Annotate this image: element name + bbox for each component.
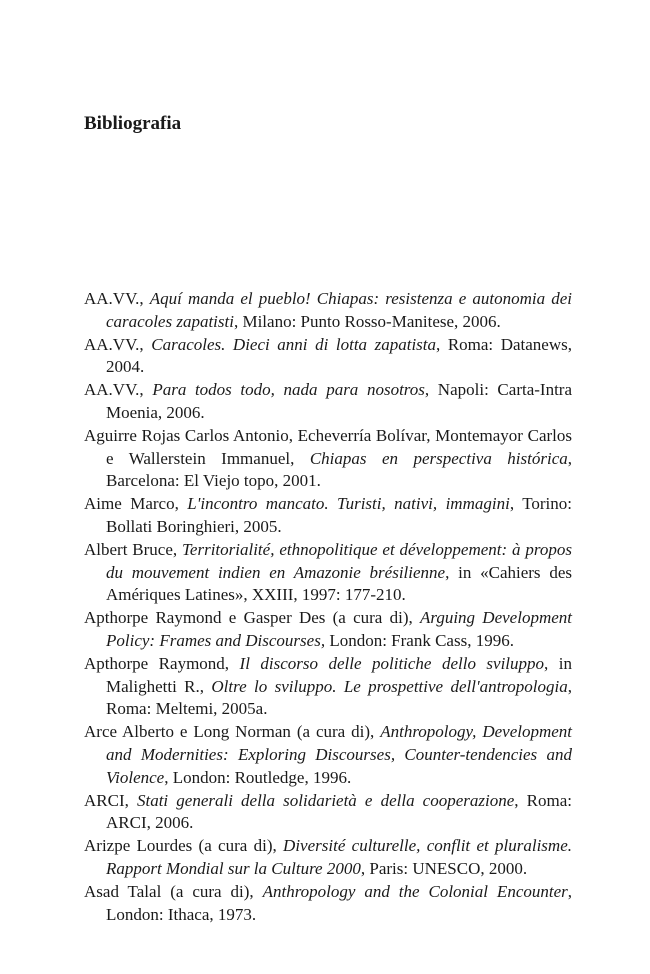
entry-publication: London: Frank Cass, 1996. <box>325 630 514 650</box>
bibliography-entry <box>84 835 572 881</box>
entry-title: Anthropology, Development and Modernities: Exploring Discourses, Counter-tendencies and Violence <box>106 722 573 787</box>
entry-author: Arce Alberto e Long Norman (a cura di), <box>84 722 381 742</box>
entry-author: Apthorpe Raymond, <box>84 653 240 673</box>
entry-title: Stati generali della solidarietà e della cooperazione <box>136 790 515 810</box>
entry-publication: , Roma: Datanews, 2004. <box>106 334 572 377</box>
entry-publication: , in «Cahiers des Amériques Latines», XXIII, 1997: 177-210. <box>106 562 572 605</box>
bibliography-entry <box>84 607 572 653</box>
bibliography-entry <box>84 653 572 721</box>
entry-author: Aime Marco, <box>84 494 188 514</box>
entry-publication: , Paris: UNESCO, 2000. <box>360 858 528 878</box>
bibliography-entry <box>84 881 572 927</box>
entry-title: Aquí manda el pueblo! Chiapas: resistenza e autonomia dei caracoles zapatisti <box>106 289 572 331</box>
entry-publication: , London: Routledge, 1996. <box>164 767 352 787</box>
bibliography-entry <box>84 790 572 836</box>
bibliography-entry <box>84 539 572 607</box>
entry-title: Caracoles. Dieci anni di lotta zapatista <box>151 334 437 354</box>
entry-title: Anthropology and the Colonial Encounter <box>262 881 568 901</box>
entry-author: Albert Bruce, <box>84 539 183 559</box>
entry-author: Asad Talal (a cura di), <box>84 881 263 901</box>
entry-publication: , in Malighetti R., <box>106 653 572 696</box>
entry-author: AA.VV., <box>84 334 152 354</box>
entry-title: Para todos todo, nada para nosotros <box>152 380 425 400</box>
entry-author: ARCI, <box>84 790 137 810</box>
page-title: Bibliografia <box>84 113 182 134</box>
entry-publication: , Barcelona: El Viejo topo, 2001. <box>106 448 572 491</box>
entry-author: Apthorpe Raymond e Gasper Des (a cura di), <box>84 608 420 628</box>
bibliography-entry <box>84 425 572 493</box>
entry-publication: , Napoli: Carta-Intra Moenia, 2006. <box>106 380 572 422</box>
entry-publication: , Torino: Bollati Boringhieri, 2005. <box>106 494 573 536</box>
entry-publication: , Roma: ARCI, 2006. <box>106 790 572 833</box>
entry-title-secondary: Oltre lo sviluppo. Le prospettive dell'antropologia <box>211 676 568 696</box>
entry-title: Il discorso delle politiche dello sviluppo <box>239 653 545 673</box>
entry-title: Chiapas en perspectiva histórica <box>309 448 568 468</box>
entry-publication: , London: Ithaca, 1973. <box>106 881 572 924</box>
entry-title: L'incontro mancato. Turisti, nativi, immagini <box>187 494 510 514</box>
bibliography-entry <box>84 721 572 789</box>
bibliography-entry <box>84 493 572 539</box>
bibliography-entry <box>84 288 572 334</box>
entry-author: AA.VV., <box>84 380 153 400</box>
entry-title: Diversité culturelle, conflit et pluralisme. Rapport Mondial sur la Culture 2000 <box>106 836 572 878</box>
entry-publication-secondary: , Roma: Meltemi, 2005a. <box>106 676 572 719</box>
entry-title: Territorialité, ethnopolitique et développement: à propos du mouvement indien en Amazonie brésilienne <box>106 539 573 582</box>
entry-author: AA.VV., <box>84 289 150 308</box>
entry-title: Arguing Development Policy: Frames and Discourses, <box>106 608 572 650</box>
entry-author: Arizpe Lourdes (a cura di), <box>84 836 284 856</box>
bibliography-entry <box>84 334 572 380</box>
bibliography-list <box>84 288 572 926</box>
bibliography-entry <box>84 379 572 425</box>
entry-publication: , Milano: Punto Rosso-Manitese, 2006. <box>233 311 501 331</box>
entry-author: Aguirre Rojas Carlos Antonio, Echeverría Bolívar, Montemayor Carlos e Wallerstein Immanuel, <box>84 425 572 468</box>
